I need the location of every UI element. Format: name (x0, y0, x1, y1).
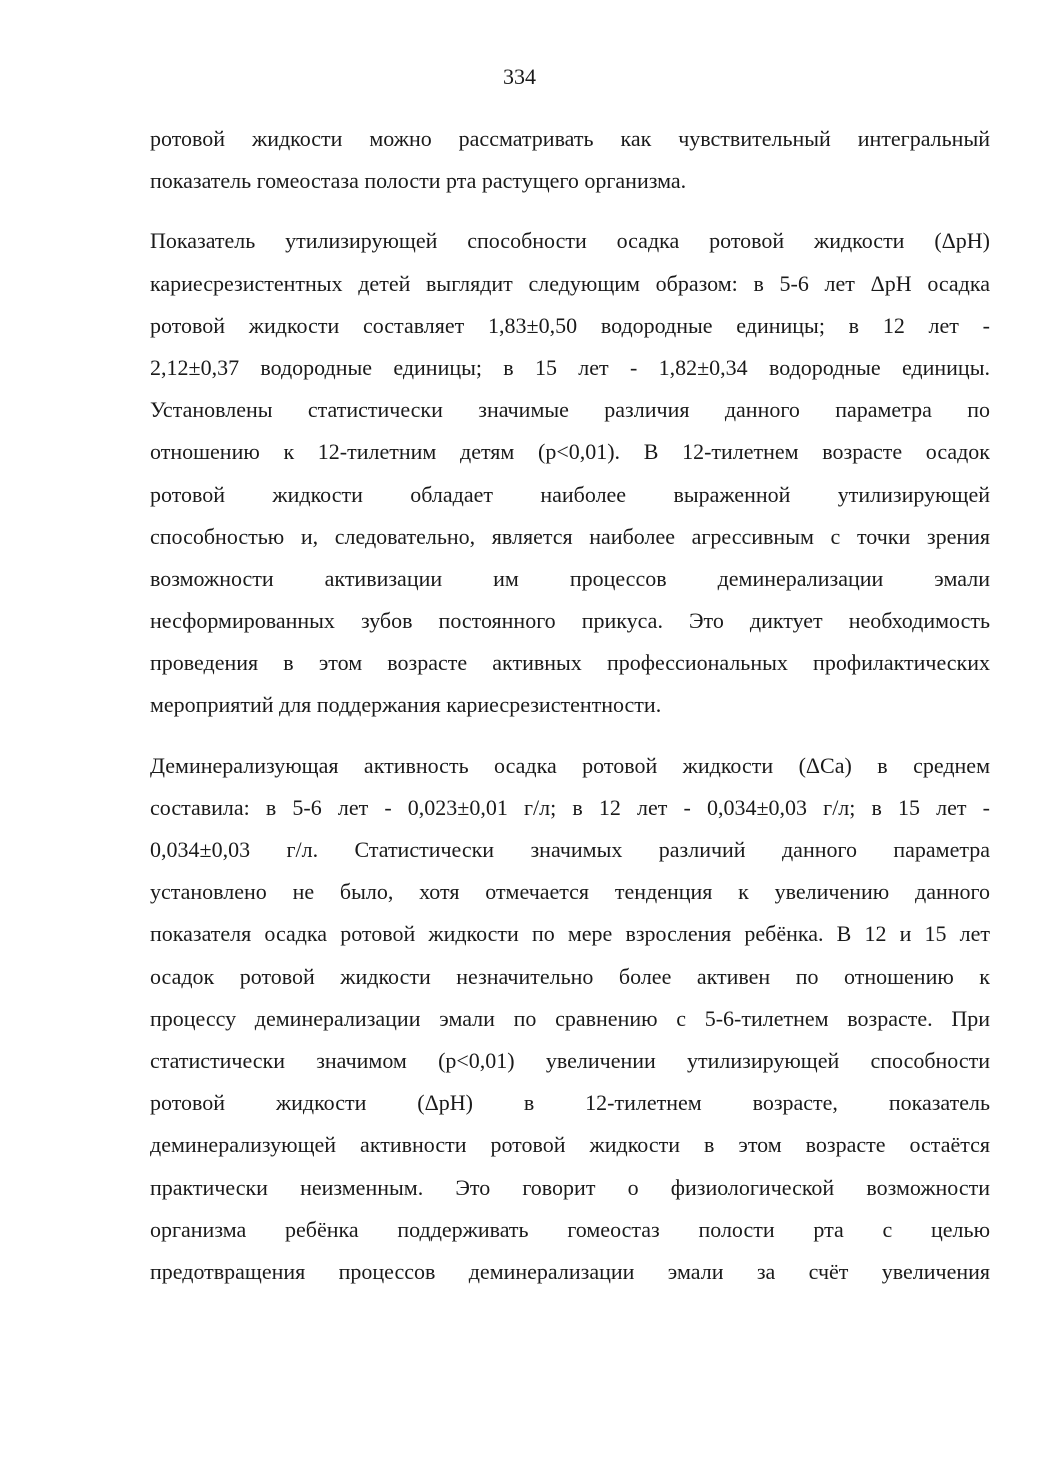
text-line: деминерализующей активности ротовой жидкости в этом возрасте остаётся (150, 1132, 990, 1158)
text-line: установлено не было, хотя отмечается тенденция к увеличению данного (150, 879, 990, 905)
paragraph-3 (150, 745, 990, 1293)
paragraph-1 (150, 118, 990, 202)
text-line: 2,12±0,37 водородные единицы; в 15 лет - 1,82±0,34 водородные единицы. (150, 354, 990, 380)
text-line: ротовой жидкости обладает наиболее выраженной утилизирующей (150, 481, 990, 507)
text-line: ротовой жидкости можно рассматривать как чувствительный интегральный (150, 126, 990, 151)
text-line: кариесрезистентных детей выглядит следующим образом: в 5-6 лет ΔpH осадка (150, 270, 990, 296)
text-line: Деминерализующая активность осадка ротовой жидкости (ΔCa) в среднем (150, 752, 990, 778)
text-line: несформированных зубов постоянного прикуса. Это диктует необходимость (150, 608, 990, 634)
text-line: способностью и, следовательно, является наиболее агрессивным с точки зрения (150, 523, 990, 549)
text-line: 0,034±0,03 г/л. Статистически значимых различий данного параметра (150, 837, 990, 862)
text-line: возможности активизации им процессов деминерализации эмали (150, 565, 990, 591)
text-line: статистически значимом (р<0,01) увеличении утилизирующей способности (150, 1047, 990, 1073)
text-line: мероприятий для поддержания кариесрезистентности. (150, 692, 662, 718)
text-line: Установлены статистически значимые различия данного параметра по (150, 397, 990, 423)
paragraph-2 (150, 220, 990, 726)
text-line: отношению к 12-тилетним детям (р<0,01). В 12-тилетнем возрасте осадок (150, 439, 990, 465)
text-line: предотвращения процессов деминерализации эмали за счёт увеличения (150, 1258, 990, 1284)
text-line: показателя осадка ротовой жидкости по мере взросления ребёнка. В 12 и 15 лет (150, 921, 990, 947)
text-line: организма ребёнка поддерживать гомеостаз полости рта с целью (150, 1216, 990, 1242)
text-line: Показатель утилизирующей способности осадка ротовой жидкости (ΔpH) (150, 228, 990, 254)
text-line: показатель гомеостаза полости рта растущего организма. (150, 168, 687, 194)
text-line: проведения в этом возрасте активных профессиональных профилактических (150, 650, 990, 676)
text-line: процессу деминерализации эмали по сравнению с 5-6-тилетнем возрасте. При (150, 1005, 990, 1031)
text-line: практически неизменным. Это говорит о физиологической возможности (150, 1174, 990, 1200)
text-line: осадок ротовой жидкости незначительно более активен по отношению к (150, 963, 990, 989)
text-line: составила: в 5-6 лет - 0,023±0,01 г/л; в 12 лет - 0,034±0,03 г/л; в 15 лет - (150, 794, 990, 820)
text-line: ротовой жидкости (ΔpH) в 12-тилетнем возрасте, показатель (150, 1090, 990, 1116)
page-number: 334 (503, 64, 536, 89)
document-body (150, 118, 990, 1293)
text-line: ротовой жидкости составляет 1,83±0,50 водородные единицы; в 12 лет - (150, 312, 990, 338)
